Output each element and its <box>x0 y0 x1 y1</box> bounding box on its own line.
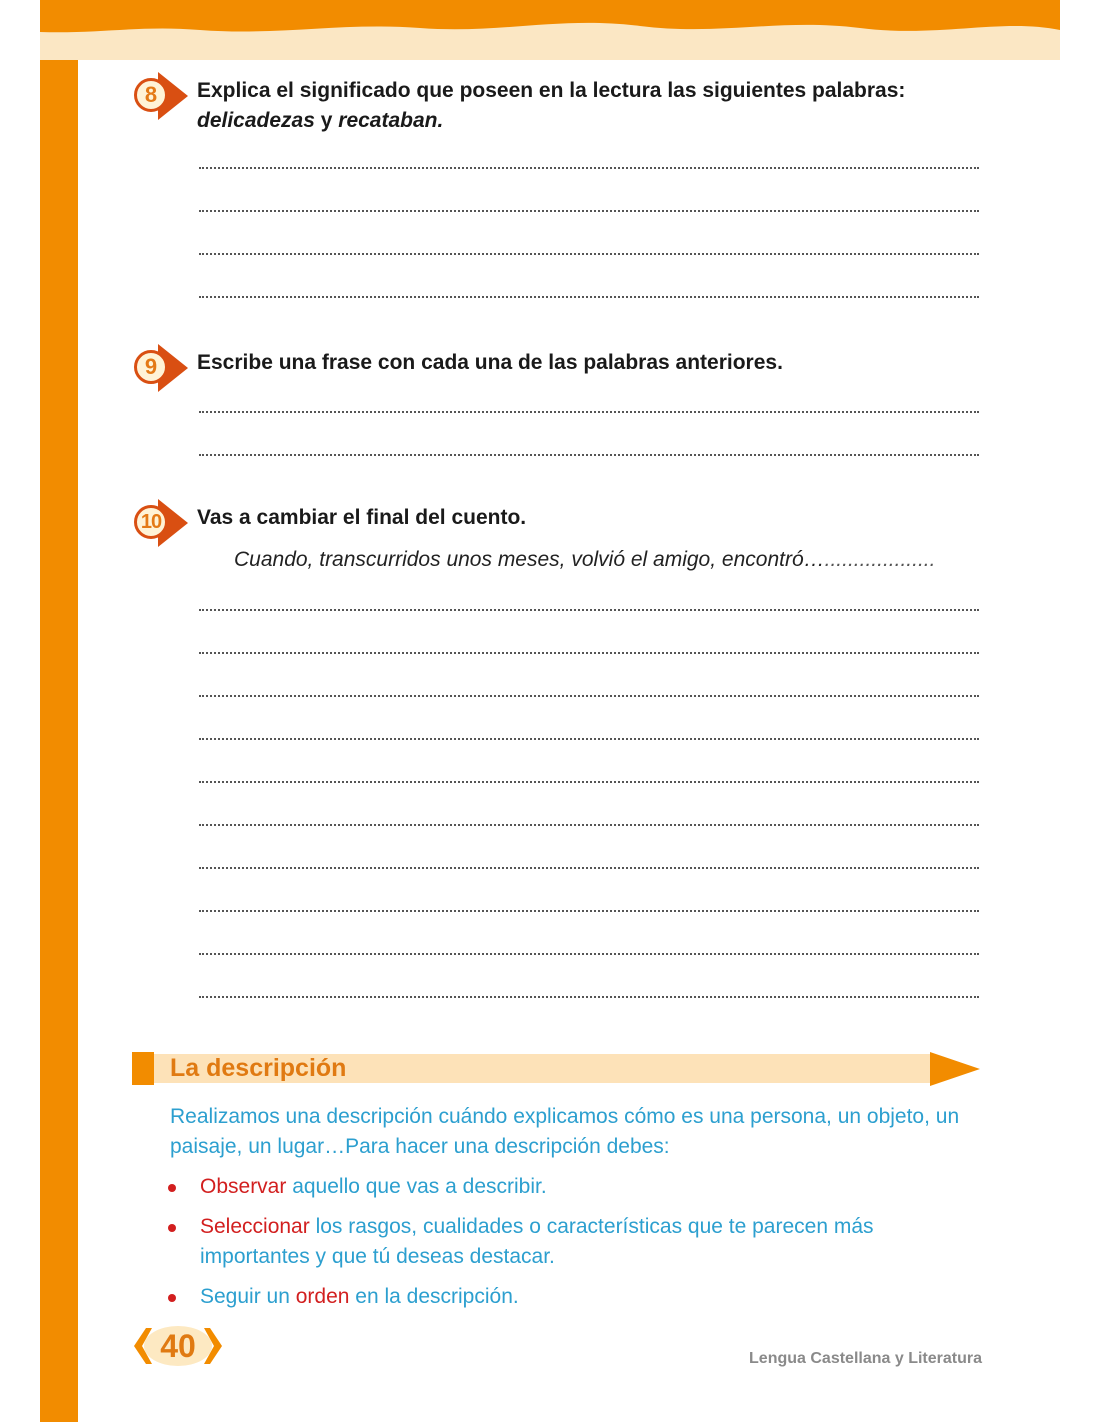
left-orange-band <box>40 0 78 1422</box>
word-2: recataban. <box>338 109 444 132</box>
section-arrow-icon <box>930 1052 980 1086</box>
exercise-number-badge <box>132 344 192 392</box>
exercise-number: 9 <box>134 350 168 384</box>
list-item: Observar aquello que vas a describir. <box>168 1172 948 1202</box>
answer-line[interactable] <box>199 212 979 255</box>
answer-line[interactable] <box>199 169 979 212</box>
answer-line[interactable] <box>199 697 979 740</box>
answer-lines <box>199 126 979 298</box>
exercise-number: 10 <box>134 505 168 539</box>
bullet-list <box>168 1172 948 1322</box>
answer-line[interactable] <box>199 370 979 413</box>
answer-line[interactable] <box>199 869 979 912</box>
answer-line[interactable] <box>199 413 979 456</box>
top-wave-band <box>40 0 1060 60</box>
answer-line[interactable] <box>199 783 979 826</box>
section-header <box>132 1052 982 1085</box>
answer-line[interactable] <box>199 955 979 998</box>
word-1: delicadezas <box>197 109 315 132</box>
page-number: 40 <box>132 1324 224 1368</box>
answer-line[interactable] <box>199 126 979 169</box>
exercise-number-badge <box>132 72 192 120</box>
answer-lines <box>199 370 979 456</box>
answer-line[interactable] <box>199 611 979 654</box>
section-header-bar <box>132 1052 154 1085</box>
list-item: Seguir un orden en la descripción. <box>168 1282 948 1312</box>
footer-subject: Lengua Castellana y Literatura <box>749 1350 982 1367</box>
exercise-number-badge <box>132 499 192 547</box>
answer-line[interactable] <box>199 826 979 869</box>
exercise-number: 8 <box>134 78 168 112</box>
exercise-instruction: Escribe una frase con cada una de las palabras anteriores. <box>197 351 783 374</box>
section-intro: Realizamos una descripción cuándo explicamos cómo es una persona, un objeto, un paisaje, un lugar…Para hacer una descripción debes: <box>170 1105 960 1158</box>
section-title: La descripción <box>170 1054 347 1082</box>
story-prompt: Cuando, transcurridos unos meses, volvió el amigo, encontró…................... <box>234 548 936 571</box>
answer-line[interactable] <box>199 740 979 783</box>
bullet-icon <box>168 1294 176 1302</box>
answer-line[interactable] <box>199 568 979 611</box>
list-item: Seleccionar los rasgos, cualidades o características que te parecen más importantes y que tú deseas destacar. <box>168 1212 948 1272</box>
exercise-instruction: Explica el significado que poseen en la lectura las siguientes palabras: delicadezas y recataban. <box>197 79 906 132</box>
answer-line[interactable] <box>199 255 979 298</box>
bullet-icon <box>168 1224 176 1232</box>
exercise-instruction: Vas a cambiar el final del cuento. <box>197 506 527 529</box>
bullet-icon <box>168 1184 176 1192</box>
answer-line[interactable] <box>199 654 979 697</box>
answer-lines <box>199 568 979 998</box>
answer-line[interactable] <box>199 912 979 955</box>
